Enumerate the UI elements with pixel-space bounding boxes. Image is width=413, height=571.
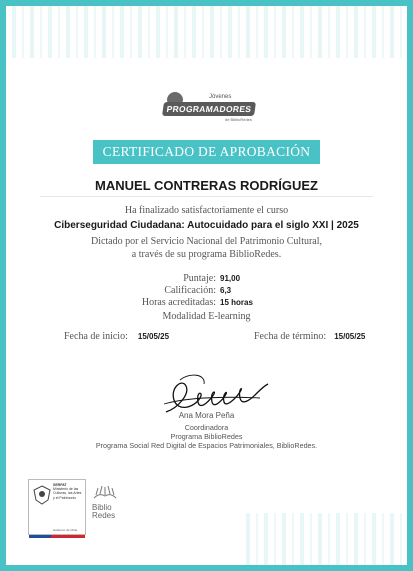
signer-role: Coordinadora <box>184 423 229 432</box>
puntaje-value: 91,00 <box>220 274 241 283</box>
puntaje-label: Puntaje: <box>183 273 216 284</box>
logo-sub-word: de BiblioRedes <box>225 117 252 122</box>
book-icon <box>92 484 118 502</box>
modalidad: Modalidad E-learning <box>162 311 251 322</box>
dictated-line-2: a través de su programa BiblioRedes. <box>131 249 282 260</box>
fecha-inicio-value: 15/05/25 <box>137 332 170 341</box>
divider <box>40 196 373 197</box>
decorative-pattern-top <box>6 6 407 58</box>
puntaje-row <box>80 273 240 284</box>
fecha-termino-value: 15/05/25 <box>334 332 366 341</box>
horas-row <box>80 297 253 308</box>
calificacion-value: 6,3 <box>220 286 232 295</box>
biblioredes-logo-line2: Redes <box>92 511 116 520</box>
calificacion-row <box>80 285 231 296</box>
decorative-pattern-bottom <box>240 513 407 565</box>
flag-bar-red <box>51 535 85 538</box>
fecha-termino-label: Fecha de término: <box>254 331 327 342</box>
biblioredes-logo-text <box>92 504 115 520</box>
signer-program: Programa BiblioRedes <box>170 432 243 441</box>
dictated-line-1: Dictado por el Servicio Nacional del Patrimonio Cultural, <box>90 236 323 247</box>
horas-label: Horas acreditadas: <box>141 297 216 308</box>
horas-value: 15 horas <box>220 298 253 307</box>
biblioredes-logo <box>90 484 124 526</box>
recipient-name: MANUEL CONTRERAS RODRÍGUEZ <box>95 178 318 193</box>
biblioredes-logo-line1: Biblio <box>92 503 112 512</box>
logo-main-word: PROGRAMADORES <box>162 102 256 116</box>
fecha-inicio-label: Fecha de inicio: <box>64 331 128 342</box>
course-title: Ciberseguridad Ciudadana: Autocuidado para el siglo XXI | 2025 <box>54 220 359 231</box>
coat-of-arms-icon <box>31 484 53 506</box>
gobierno-logo-ministry: Ministerio de las Culturas, las Artes y el Patrimonio <box>53 487 82 500</box>
gobierno-logo-title: SERPAT <box>53 483 67 487</box>
jovenes-programadores-logo <box>155 92 259 128</box>
flag-bar-blue <box>29 535 51 538</box>
signer-program-full: Programa Social Red Digital de Espacios Patrimoniales, BiblioRedes. <box>95 441 318 450</box>
signer-name: Ana Mora Peña <box>178 411 235 420</box>
gobierno-logo-footer: Gobierno de Chile <box>53 528 78 532</box>
calificacion-label: Calificación: <box>164 285 216 296</box>
fecha-termino-row <box>254 331 365 342</box>
logo-top-word: Jóvenes <box>209 94 232 100</box>
certificate-banner: CERTIFICADO DE APROBACIÓN <box>93 140 320 164</box>
intro-text: Ha finalizado satisfactoriamente el curso <box>124 205 289 216</box>
fecha-inicio-row <box>64 331 169 342</box>
gobierno-logo <box>28 479 86 535</box>
gobierno-logo-text <box>53 483 83 500</box>
